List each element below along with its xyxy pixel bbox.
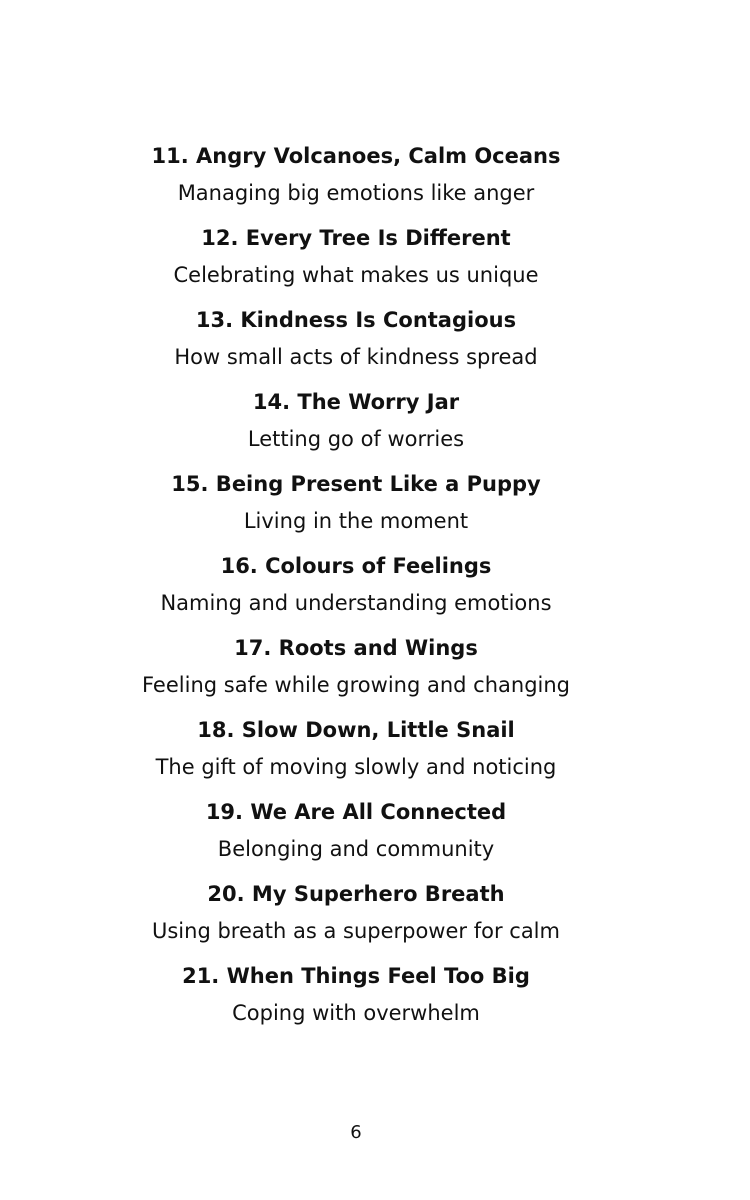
page-number: 6: [350, 1122, 362, 1143]
toc-entry: [0, 466, 712, 540]
toc-entry-subtitle: Living in the moment: [243, 509, 469, 533]
toc-entry-title: 21. When Things Feel Too Big: [182, 964, 530, 988]
toc-entry: [0, 384, 712, 458]
toc-entry-title: 18. Slow Down, Little Snail: [197, 718, 515, 742]
toc-entry-title: 15. Being Present Like a Puppy: [171, 472, 541, 496]
toc-entry: [0, 548, 712, 622]
toc-entry: [0, 712, 712, 786]
toc-entry-title: 11. Angry Volcanoes, Calm Oceans: [151, 144, 561, 168]
toc-entry: [0, 138, 712, 212]
toc-entry-title: 13. Kindness Is Contagious: [195, 308, 517, 332]
toc-entry-title: 14. The Worry Jar: [252, 390, 460, 414]
toc-entry-title: 20. My Superhero Breath: [207, 882, 505, 906]
toc-entry: [0, 630, 712, 704]
toc-entry-title: 17. Roots and Wings: [234, 636, 478, 660]
toc-entry: [0, 302, 712, 376]
toc-entry: [0, 958, 712, 1032]
toc-entry-subtitle: Feeling safe while growing and changing: [142, 673, 570, 697]
toc-entry-title: 12. Every Tree Is Different: [201, 226, 511, 250]
toc-entry-subtitle: Coping with overwhelm: [232, 1001, 480, 1025]
toc-entry: [0, 876, 712, 950]
toc-entry-subtitle: Belonging and community: [217, 837, 495, 861]
toc-entry-subtitle: The gift of moving slowly and noticing: [155, 755, 557, 779]
toc-entry-subtitle: Using breath as a superpower for calm: [152, 919, 560, 943]
toc-entry-subtitle: Managing big emotions like anger: [177, 181, 535, 205]
toc-entry: [0, 794, 712, 868]
toc-entry-title: 16. Colours of Feelings: [220, 554, 492, 578]
toc-entry-subtitle: How small acts of kindness spread: [174, 345, 538, 369]
toc-entry-subtitle: Naming and understanding emotions: [160, 591, 552, 615]
toc-entry-title: 19. We Are All Connected: [205, 800, 507, 824]
toc-entry: [0, 220, 712, 294]
table-of-contents: [0, 138, 712, 1040]
toc-entry-subtitle: Celebrating what makes us unique: [173, 263, 539, 287]
toc-entry-subtitle: Letting go of worries: [247, 427, 465, 451]
